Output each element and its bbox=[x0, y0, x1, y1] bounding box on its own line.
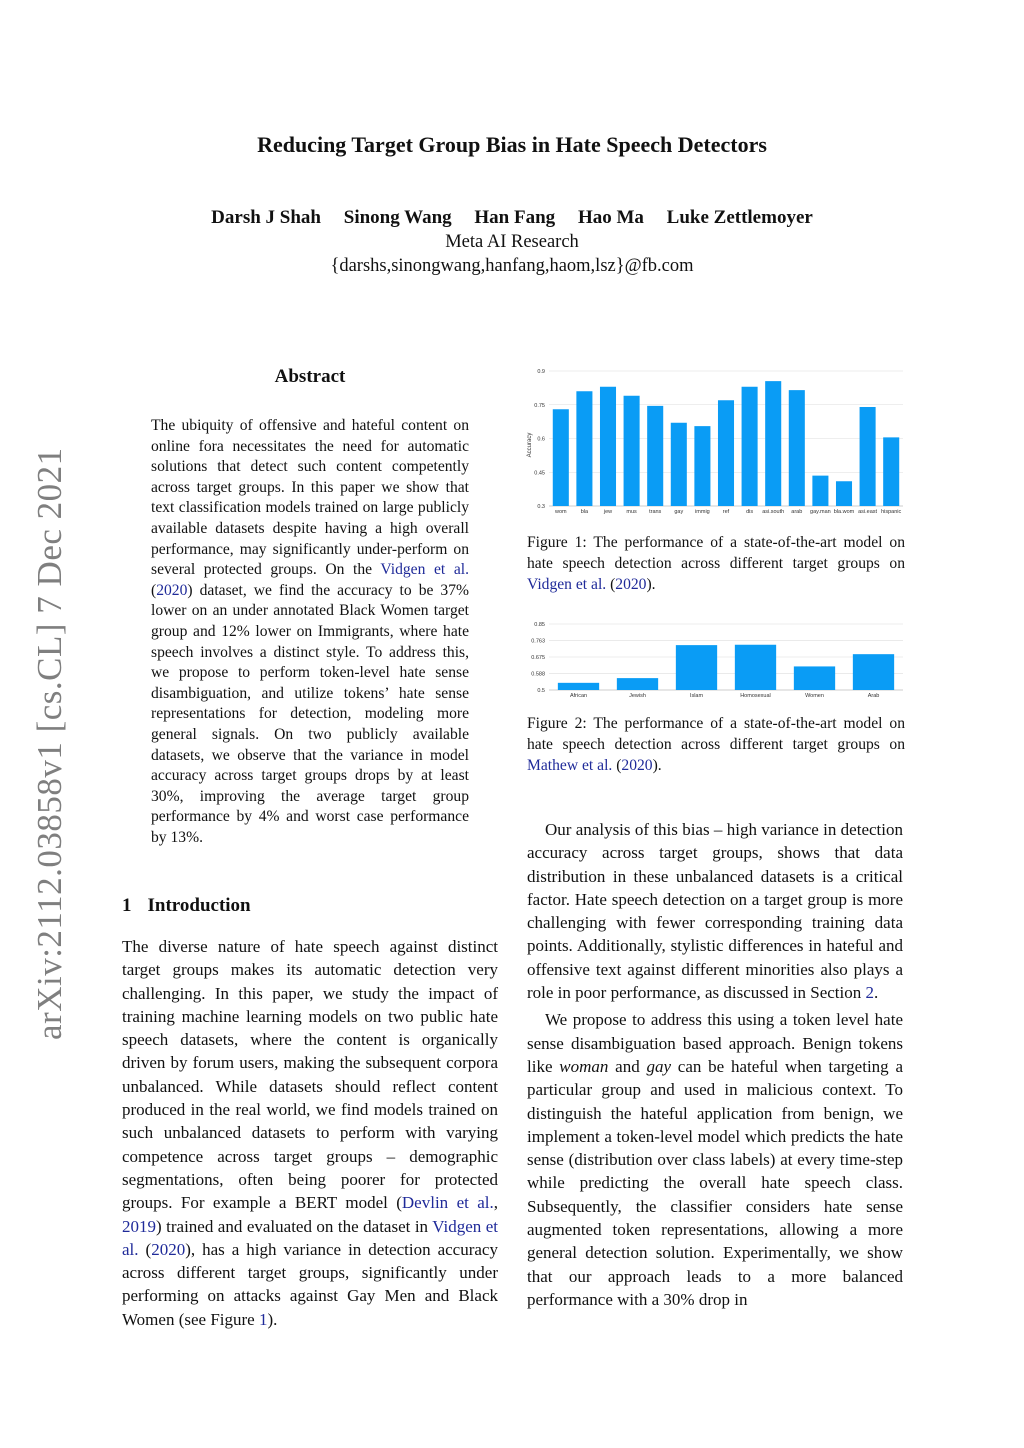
x-tick-label: ref bbox=[722, 509, 730, 515]
bar-jew bbox=[600, 387, 616, 506]
author: Sinong Wang bbox=[343, 207, 452, 228]
x-tick-label: Islam bbox=[689, 693, 704, 699]
citation-link[interactable]: Devlin et al. bbox=[401, 1193, 494, 1213]
intro-paragraph-1: The diverse nature of hate speech against distinct target groups makes its automatic detection very challenging. In this paper, we study the impact of training machine learning models on two public hate speech datasets, where the content is organically driven by forum users, making the subsequent corpora unbalanced. While datasets should reflect content produced in the real world, we find models trained on such unbalanced datasets to perform with varying competence across target groups – demographic segmentations, often being poorer for protected groups. For example a BERT model (Devlin et al., 2019) trained and evaluated on the dataset in Vidgen et al. (2020), has a high variance in detection accuracy across different target groups, significantly under performing on attacks against Gay Men and Black Women (see Figure 1). bbox=[122, 937, 499, 1329]
citation-year-link[interactable]: 2020 bbox=[621, 757, 653, 774]
bar-immig bbox=[694, 426, 710, 506]
bar-bla bbox=[576, 391, 592, 506]
abstract-heading: Abstract bbox=[274, 366, 346, 387]
citation-link[interactable]: Vidgen et al. bbox=[527, 576, 607, 593]
x-tick-label: arab bbox=[791, 509, 803, 515]
x-tick-label: asi.south bbox=[762, 509, 785, 515]
bar-arab bbox=[789, 390, 805, 506]
figure-ref-link[interactable]: 1 bbox=[258, 1309, 268, 1329]
bar-gay bbox=[671, 423, 687, 506]
bar-Jewish bbox=[617, 678, 658, 690]
author: Hao Ma bbox=[577, 207, 644, 228]
bar-mus bbox=[624, 396, 640, 506]
author: Darsh J Shah bbox=[211, 207, 321, 228]
bar-Islam bbox=[676, 645, 717, 690]
figure-1-caption: Figure 1: The performance of a state-of-the-art model on hate speech detection across different target groups on Vidgen et al. (2020). bbox=[527, 534, 905, 593]
bar-asi.east bbox=[860, 407, 876, 506]
section-title: Introduction bbox=[147, 895, 251, 916]
author: Luke Zettlemoyer bbox=[666, 207, 813, 228]
y-tick-label: 0.6 bbox=[537, 436, 545, 443]
intro-paragraph-2: Our analysis of this bias – high variance in detection accuracy across target groups, shows that data distribution in these unbalanced datasets is a critical factor. Hate speech detection on a target group is more challenging with fewer corresponding training data points. Additionally, stylistic differences in hateful and offensive text against different minorities also plays a role in poor performance, as discussed in Section 2. bbox=[527, 820, 903, 1003]
y-tick-label: 0.9 bbox=[537, 369, 545, 375]
x-tick-label: Jewish bbox=[629, 693, 646, 699]
x-tick-label: wom bbox=[554, 509, 567, 515]
section-heading bbox=[122, 895, 251, 917]
y-tick-label: 0.45 bbox=[534, 470, 545, 477]
citation-year-link[interactable]: 2020 bbox=[156, 581, 188, 599]
citation-year-link[interactable]: 2020 bbox=[615, 576, 647, 593]
y-tick-label: 0.588 bbox=[531, 671, 545, 678]
bar-hispanic bbox=[883, 437, 899, 506]
intro-right-column bbox=[527, 818, 903, 1311]
abstract-body: The ubiquity of offensive and hateful content on online fora necessitates the need for automatic solutions that detect such content competently across target groups. In this paper we show that text classification models trained on large publicly available datasets despite having a high overall performance, may significantly under-perform on several protected groups. On the Vidgen et al. (2020) dataset, we find the accuracy to be 37% lower on an under annotated Black Women target group and 12% lower on Immigrants, where hate speech involves a distinct style. To address this, we propose to perform token-level hate sense disambiguation, and utilize tokens’ hate sense representations for detection, modeling more general signals. On two publicly available datasets, we observe that the variance in model accuracy across target groups drops by at least 30%, improving the average target group performance by 4% and worst case performance by 13%. bbox=[151, 417, 470, 846]
x-tick-label: Women bbox=[805, 693, 824, 699]
x-tick-label: Arab bbox=[867, 693, 880, 699]
bar-Homosexual bbox=[735, 645, 776, 690]
paper-title: Reducing Target Group Bias in Hate Speech Detectors bbox=[257, 132, 767, 157]
bar-asi.south bbox=[765, 381, 781, 506]
bar-trans bbox=[647, 406, 663, 506]
y-tick-label: 0.85 bbox=[534, 622, 545, 628]
intro-paragraph-3: We propose to address this using a token level hate sense disambiguation based approach. Benign tokens like woman and gay can be hateful when targeting a particular group and used in malicious context. To distinguish the hateful application from benign, we implement a token-level model which predicts the hate sense (distribution over class labels) at every time-step while predicting the overall hate speech class. Subsequently, the classifier considers hate sense augmented token representations, allowing a more general detection solution. Experimentally, we show that our approach leads to a more balanced performance with a 30% drop in bbox=[527, 1010, 903, 1309]
bar-Women bbox=[794, 666, 835, 690]
x-tick-label: immig bbox=[695, 509, 710, 515]
bar-African bbox=[558, 683, 599, 690]
x-tick-label: African bbox=[569, 693, 588, 699]
y-tick-label: 0.3 bbox=[537, 504, 545, 510]
bar-gay.man bbox=[812, 476, 828, 506]
figure-2-caption: Figure 2: The performance of a state-of-the-art model on hate speech detection across different target groups on Mathew et al. (2020). bbox=[527, 715, 905, 774]
author: Han Fang bbox=[474, 207, 556, 228]
x-tick-label: gay bbox=[674, 509, 684, 515]
figure-2-bar-chart bbox=[525, 618, 905, 702]
figure-1-bar-chart bbox=[525, 365, 905, 520]
affiliation: Meta AI Research bbox=[445, 232, 579, 252]
section-ref-link[interactable]: 2 bbox=[865, 983, 874, 1003]
bar-ref bbox=[718, 400, 734, 506]
y-tick-label: 0.5 bbox=[537, 688, 545, 694]
x-tick-label: gay.man bbox=[810, 509, 831, 515]
x-tick-label: bla bbox=[580, 509, 589, 515]
section-number: 1 bbox=[122, 895, 132, 916]
y-axis-label: Accuracy bbox=[527, 432, 533, 458]
citation-year-link[interactable]: 2019 bbox=[122, 1216, 156, 1236]
y-tick-label: 0.763 bbox=[531, 638, 545, 645]
x-tick-label: hispanic bbox=[881, 509, 902, 515]
bar-Arab bbox=[853, 654, 894, 690]
y-tick-label: 0.675 bbox=[531, 655, 545, 661]
bar-bla.wom bbox=[836, 481, 852, 506]
citation-link[interactable]: Vidgen et al. bbox=[122, 1216, 499, 1259]
x-tick-label: trans bbox=[649, 509, 662, 515]
citation-link[interactable]: Mathew et al. bbox=[527, 757, 613, 774]
x-tick-label: bla.wom bbox=[833, 509, 855, 515]
x-tick-label: dis bbox=[746, 509, 754, 515]
citation-year-link[interactable]: 2020 bbox=[151, 1239, 186, 1259]
x-tick-label: mus bbox=[626, 509, 637, 515]
bar-dis bbox=[742, 387, 758, 506]
citation-link[interactable]: Vidgen et al. bbox=[380, 561, 470, 579]
x-tick-label: Homosexual bbox=[740, 693, 771, 699]
author-emails: {darshs,sinongwang,hanfang,haom,lsz}@fb.com bbox=[330, 256, 694, 276]
bar-wom bbox=[553, 409, 569, 506]
x-tick-label: jew bbox=[603, 509, 613, 515]
arxiv-identifier: arXiv:2112.03858v1 [cs.CL] 7 Dec 2021 bbox=[30, 447, 69, 1040]
author-list bbox=[0, 207, 1024, 229]
y-tick-label: 0.75 bbox=[534, 402, 545, 409]
x-tick-label: asi.east bbox=[858, 509, 878, 515]
